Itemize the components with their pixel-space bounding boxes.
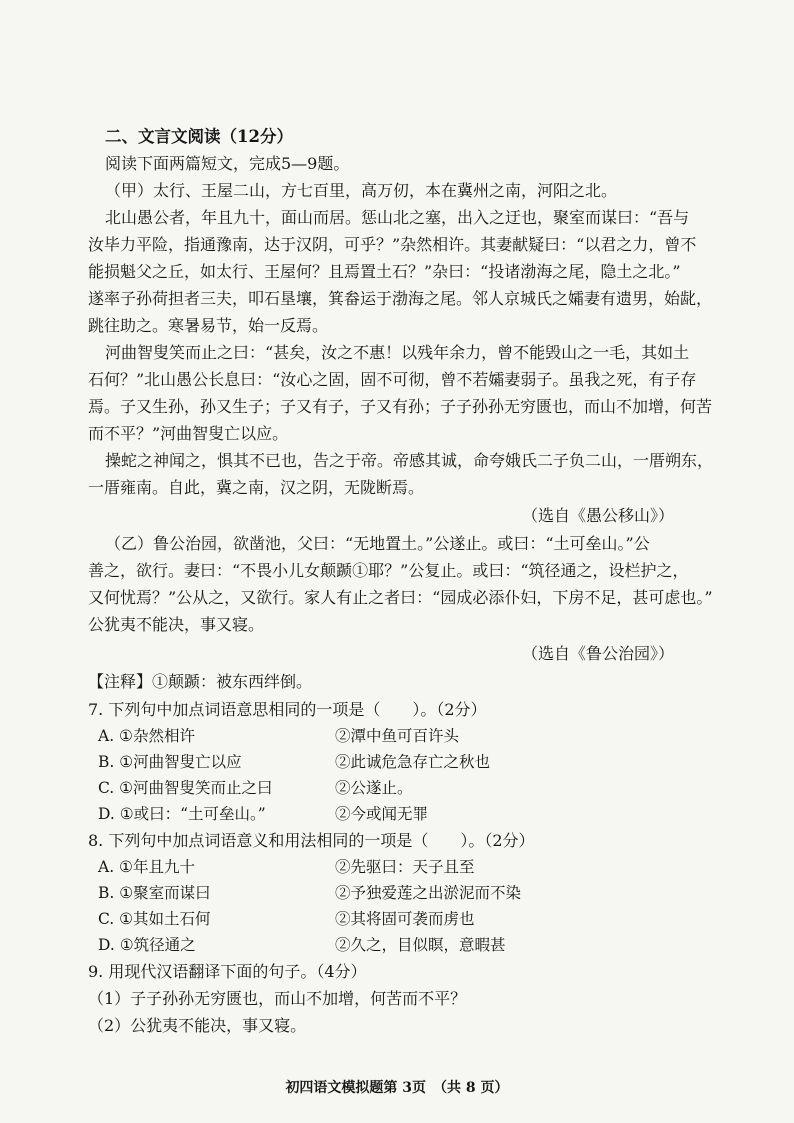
passage-line: 焉。子又生孙，孙又生子；子又有子，子又有孙；子子孙孙无穷匮也，而山不加增，何苦 xyxy=(88,397,713,416)
question-stem: 9. 用现代汉语翻译下面的句子。（4分） xyxy=(88,962,367,981)
passage-source: （选自《鲁公治园》） xyxy=(521,644,674,663)
translation-item: （1）子子孙孙无穷匮也，而山不加增，何苦而不平？ xyxy=(88,989,467,1008)
page-footer: 初四语文模拟题第 3页 （共 8 页） xyxy=(285,1080,509,1096)
question-stem: 7. 下列句中加点词语意思相同的一项是（ ）。（2分） xyxy=(88,700,487,719)
passage-line: 又何忧焉？”公从之，又欲行。家人有止之者曰：“园成必添仆妇，下房不足，甚可虑也。” xyxy=(88,588,713,607)
section-title: 二、文言文阅读（12分） xyxy=(105,127,293,146)
passage-line: 公犹夷不能决，事又寝。 xyxy=(88,615,265,634)
option-b-right: ②此诚危急存亡之秋也 xyxy=(335,753,491,771)
option-c-right: ②其将固可袭而虏也 xyxy=(335,910,475,928)
option-b-left: B. ①聚室而谋曰 xyxy=(98,884,211,902)
option-a-left: A. ①杂然相许 xyxy=(98,727,195,745)
passage-line: 汝毕力平险，指通豫南，达于汉阴，可乎？”杂然相许。其妻献疑曰：“以君之力，曾不 xyxy=(88,235,697,254)
option-d-left: D. ①筑径通之 xyxy=(98,936,196,954)
passage-line: 善之，欲行。妻曰：“不畏小儿女颠踬①耶？”公复止。或曰：“筑径通之，设栏护之， xyxy=(88,561,689,580)
option-c-left: C. ①河曲智叟笑而止之曰 xyxy=(98,779,273,797)
option-b-left: B. ①河曲智叟亡以应 xyxy=(98,753,242,771)
passage-line: 能损魁父之丘，如太行、王屋何？且焉置土石？”杂曰：“投诸渤海之尾，隐土之北。” xyxy=(88,262,681,281)
passage-line: 而不平？”河曲智叟亡以应。 xyxy=(88,424,289,443)
option-d-left: D. ①或曰：“土可垒山。” xyxy=(98,805,266,823)
section-intro: 阅读下面两篇短文，完成5—9题。 xyxy=(105,154,350,173)
option-a-right: ②潭中鱼可百许头 xyxy=(335,727,460,745)
option-a-left: A. ①年且九十 xyxy=(98,858,195,876)
passage-line: 北山愚公者，年且九十，面山而居。惩山北之塞，出入之迂也，聚室而谋曰：“吾与 xyxy=(105,208,690,227)
passage-line: （乙）鲁公治园，欲凿池，父曰：“无地置土。”公遂止。或曰：“土可垒山。”公 xyxy=(105,534,650,553)
option-a-right: ②先驱曰：天子且至 xyxy=(335,858,475,876)
option-c-right: ②公遂止。 xyxy=(335,779,413,797)
option-d-right: ②今或闻无罪 xyxy=(335,805,429,823)
translation-item: （2）公犹夷不能决，事又寝。 xyxy=(88,1016,307,1035)
passage-line: 一厝雍南。自此，冀之南，汉之阴，无陇断焉。 xyxy=(88,478,425,497)
passage-line: 操蛇之神闻之，惧其不已也，告之于帝。帝感其诚，命夸娥氏二子负二山，一厝朔东， xyxy=(105,451,714,470)
passage-line: 河曲智叟笑而止之曰：“甚矣，汝之不惠！以残年余力，曾不能毁山之一毛，其如土 xyxy=(105,343,690,362)
option-c-left: C. ①其如土石何 xyxy=(98,910,211,928)
passage-source: （选自《愚公移山》） xyxy=(521,506,674,525)
annotation-note: 【注释】①颠踬：被东西绊倒。 xyxy=(88,672,313,691)
question-stem: 8. 下列句中加点词语意义和用法相同的一项是（ ）。（2分） xyxy=(88,831,535,850)
passage-line: 石何？”北山愚公长息曰：“汝心之固，固不可彻，曾不若孀妻弱子。虽我之死，有子存 xyxy=(88,370,697,389)
passage-line: 遂率子孙荷担者三夫，叩石垦壤，箕畚运于渤海之尾。邻人京城氏之孀妻有遗男，始龀， xyxy=(88,289,713,308)
passage-line: （甲）太行、王屋二山，方七百里，高万仞，本在冀州之南，河阳之北。 xyxy=(105,181,618,200)
passage-line: 跳往助之。寒暑易节，始一反焉。 xyxy=(88,316,329,335)
option-b-right: ②予独爱莲之出淤泥而不染 xyxy=(335,884,522,902)
option-d-right: ②久之，目似瞑，意暇甚 xyxy=(335,936,506,954)
